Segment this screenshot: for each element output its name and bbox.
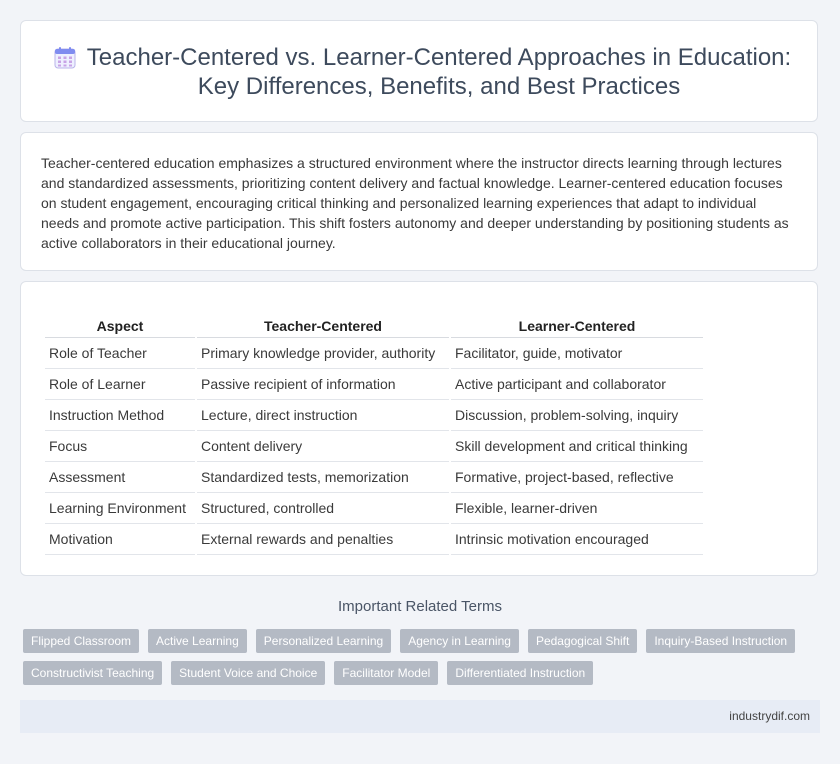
tag-differentiated-instruction[interactable]: Differentiated Instruction bbox=[447, 661, 593, 685]
cell-learner: Intrinsic motivation encouraged bbox=[451, 524, 703, 555]
cell-teacher: Primary knowledge provider, authority bbox=[197, 338, 449, 369]
cell-teacher: Structured, controlled bbox=[197, 493, 449, 524]
tag-active-learning[interactable]: Active Learning bbox=[148, 629, 247, 653]
tag-flipped-classroom[interactable]: Flipped Classroom bbox=[23, 629, 139, 653]
related-terms-title: Important Related Terms bbox=[338, 598, 502, 615]
tag-student-voice-and-choice[interactable]: Student Voice and Choice bbox=[171, 661, 325, 685]
table-row bbox=[45, 493, 703, 524]
header-learner-centered: Learner-Centered bbox=[451, 315, 703, 338]
table-row bbox=[45, 369, 703, 400]
summary-text: Teacher-centered education emphasizes a structured environment where the instructor directs learning through lectures and standardized assessments, prioritizing content delivery and factual knowledge. Learner-centered education focuses on student engagement, encouraging critical thinking and personalized learning experiences that adapt to individual needs and promote active participation. This shift fosters autonomy and deeper understanding by positioning students as active collaborators in their educational journey. bbox=[41, 155, 789, 251]
header-teacher-centered: Teacher-Centered bbox=[197, 315, 449, 338]
cell-teacher: Standardized tests, memorization bbox=[197, 462, 449, 493]
tag-facilitator-model[interactable]: Facilitator Model bbox=[334, 661, 438, 685]
cell-aspect: Role of Learner bbox=[45, 369, 195, 400]
cell-learner: Discussion, problem-solving, inquiry bbox=[451, 400, 703, 431]
comparison-card bbox=[20, 281, 818, 576]
table-header-row bbox=[45, 315, 703, 338]
page-title: Teacher-Centered vs. Learner-Centered Approaches in Education: Key Differences, Benefits, and Best Practices bbox=[86, 44, 792, 100]
cell-learner: Flexible, learner-driven bbox=[451, 493, 703, 524]
cell-aspect: Instruction Method bbox=[45, 400, 195, 431]
tag-personalized-learning[interactable]: Personalized Learning bbox=[256, 629, 391, 653]
cell-aspect: Assessment bbox=[45, 462, 195, 493]
table-row bbox=[45, 338, 703, 369]
cell-aspect: Role of Teacher bbox=[45, 338, 195, 369]
table-row bbox=[45, 462, 703, 493]
header-aspect: Aspect bbox=[45, 315, 195, 338]
tag-constructivist-teaching[interactable]: Constructivist Teaching bbox=[23, 661, 162, 685]
cell-aspect: Focus bbox=[45, 431, 195, 462]
cell-learner: Active participant and collaborator bbox=[451, 369, 703, 400]
cell-learner: Skill development and critical thinking bbox=[451, 431, 703, 462]
cell-aspect: Motivation bbox=[45, 524, 195, 555]
cell-teacher: Content delivery bbox=[197, 431, 449, 462]
table-row bbox=[45, 524, 703, 555]
cell-aspect: Learning Environment bbox=[45, 493, 195, 524]
cell-teacher: External rewards and penalties bbox=[197, 524, 449, 555]
table-row bbox=[45, 431, 703, 462]
cell-learner: Facilitator, guide, motivator bbox=[451, 338, 703, 369]
cell-learner: Formative, project-based, reflective bbox=[451, 462, 703, 493]
tag-agency-in-learning[interactable]: Agency in Learning bbox=[400, 629, 519, 653]
related-terms-tags bbox=[23, 629, 803, 685]
tag-inquiry-based-instruction[interactable]: Inquiry-Based Instruction bbox=[646, 629, 795, 653]
table-row bbox=[45, 400, 703, 431]
title-card bbox=[20, 20, 818, 122]
tag-pedagogical-shift[interactable]: Pedagogical Shift bbox=[528, 629, 637, 653]
footer-site[interactable]: industrydif.com bbox=[729, 709, 810, 723]
footer bbox=[20, 700, 820, 733]
summary-card bbox=[20, 132, 818, 271]
cell-teacher: Passive recipient of information bbox=[197, 369, 449, 400]
comparison-table bbox=[43, 315, 705, 555]
cell-teacher: Lecture, direct instruction bbox=[197, 400, 449, 431]
